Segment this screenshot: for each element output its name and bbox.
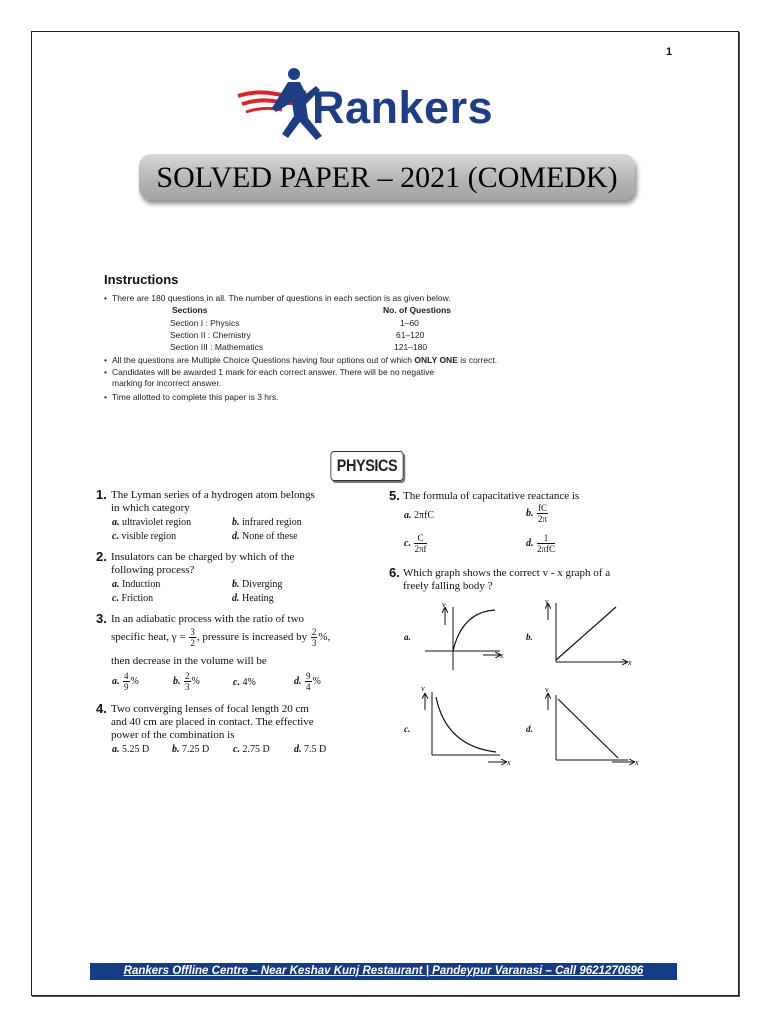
graph-c-y-label: v [421, 684, 425, 693]
instruction-rule-2: • Candidates will be awarded 1 mark for each correct answer. There will be no negative [104, 367, 435, 377]
gamma-fraction: $\frac{3}{2}$ [190, 627, 195, 648]
graph-b-x-label: x [628, 658, 632, 667]
questions-count-header: No. of Questions [383, 305, 451, 315]
question-3-line-3: then decrease in the volume will be [111, 655, 267, 667]
q5-option-b: b. $\frac{fC}{2\pi}$ [526, 503, 548, 524]
question-6-text: Which graph shows the correct v - x graph of a freely falling body ? [403, 567, 611, 592]
graph-a-label: a. [404, 632, 411, 642]
question-5-text: The formula of capacitative reactance is [403, 490, 580, 502]
q1-option-a: a. ultraviolet region [112, 517, 192, 528]
footer-banner: Rankers Offline Centre – Near Keshav Kunj Restaurant | Pandeypur Varanasi – Call 9621270696 [90, 963, 677, 980]
question-2-text: Insulators can be charged by which of the following process? [111, 551, 295, 576]
brand-wordmark: Rankers [312, 82, 494, 133]
question-3-line-1: In an adiabatic process with the ratio of two [111, 613, 305, 625]
question-3-line-2: specific heat, γ = $\frac{3}{2}$ , pressure is increased by $\frac{2}{3}$ %, [111, 627, 331, 648]
q2-option-b: b. Diverging [232, 579, 283, 590]
graph-c-label: c. [404, 724, 411, 734]
graph-b-y-label: v [545, 597, 549, 606]
graph-c-x-label: x [507, 758, 511, 767]
subject-heading: PHYSICS [330, 451, 403, 481]
graph-d-label: d. [526, 724, 533, 734]
q4-option-d: d. 7.5 D [294, 744, 327, 755]
section-1-range: 1–60 [400, 318, 419, 328]
q4-option-c: c. 2.75 D [233, 744, 270, 755]
section-2-range: 61–120 [396, 330, 425, 340]
q3-option-b: b. $\frac{2}{3}$ % [173, 671, 200, 692]
q4-option-b: b. 7.25 D [172, 744, 210, 755]
q1-option-b: b. infrared region [232, 517, 302, 528]
graph-a-y-label: v [442, 600, 446, 609]
q5-option-a: a. 2πfC [404, 510, 435, 521]
q3-option-a: a. $\frac{4}{9}$ % [112, 671, 139, 692]
question-6-number: 6. [389, 565, 400, 580]
pressure-fraction: $\frac{2}{3}$ [311, 627, 317, 648]
paper-title: SOLVED PAPER – 2021 (COMEDK) [139, 154, 635, 200]
graph-b-label: b. [526, 632, 533, 642]
q5-option-c: c. $\frac{C}{2\pi f}$ [404, 533, 427, 554]
sections-header: Sections [172, 305, 208, 315]
question-2-number: 2. [96, 549, 107, 564]
q2-option-d: d. Heating [232, 593, 274, 604]
instruction-intro: • There are 180 questions in all. The number of questions in each section is as given below. [104, 293, 451, 303]
section-2-name: Section II : Chemistry [170, 330, 251, 340]
instruction-rule-2-cont: marking for incorrect answer. [112, 378, 222, 388]
q3-option-d: d. $\frac{9}{4}$ % [294, 671, 321, 692]
q4-option-a: a. 5.25 D [112, 744, 150, 755]
question-4-number: 4. [96, 701, 107, 716]
question-4-text: Two converging lenses of focal length 20 cm and 40 cm are placed in contact. The effective power of the combination is [111, 703, 314, 741]
q5-option-d: d. $\frac{1}{\text{2πfC}}$ [526, 533, 556, 554]
graph-a-x-label: x [500, 651, 504, 660]
instructions-heading: Instructions [104, 272, 179, 287]
q2-option-a: a. Induction [112, 579, 161, 590]
q1-option-c: c. visible region [112, 531, 177, 542]
section-3-range: 121–180 [394, 342, 428, 352]
section-1-name: Section I : Physics [170, 318, 240, 328]
question-1-number: 1. [96, 487, 107, 502]
graph-d-y-label: v [545, 685, 549, 694]
q2-option-c: c. Friction [112, 593, 154, 604]
instruction-rule-1: • All the questions are Multiple Choice Questions having four options out of which ONLY ONE is correct. [104, 355, 498, 365]
question-3-number: 3. [96, 611, 107, 626]
page-number: 1 [666, 46, 673, 58]
section-3-name: Section III : Mathematics [170, 342, 264, 352]
q1-option-d: d. None of these [232, 531, 298, 542]
instruction-rule-3: • Time allotted to complete this paper is 3 hrs. [104, 392, 279, 402]
question-1-text: The Lyman series of a hydrogen atom belongs in which category [111, 489, 315, 514]
graph-d-x-label: x [635, 758, 639, 767]
q3-option-c: c. 4% [233, 677, 256, 688]
question-5-number: 5. [389, 488, 400, 503]
